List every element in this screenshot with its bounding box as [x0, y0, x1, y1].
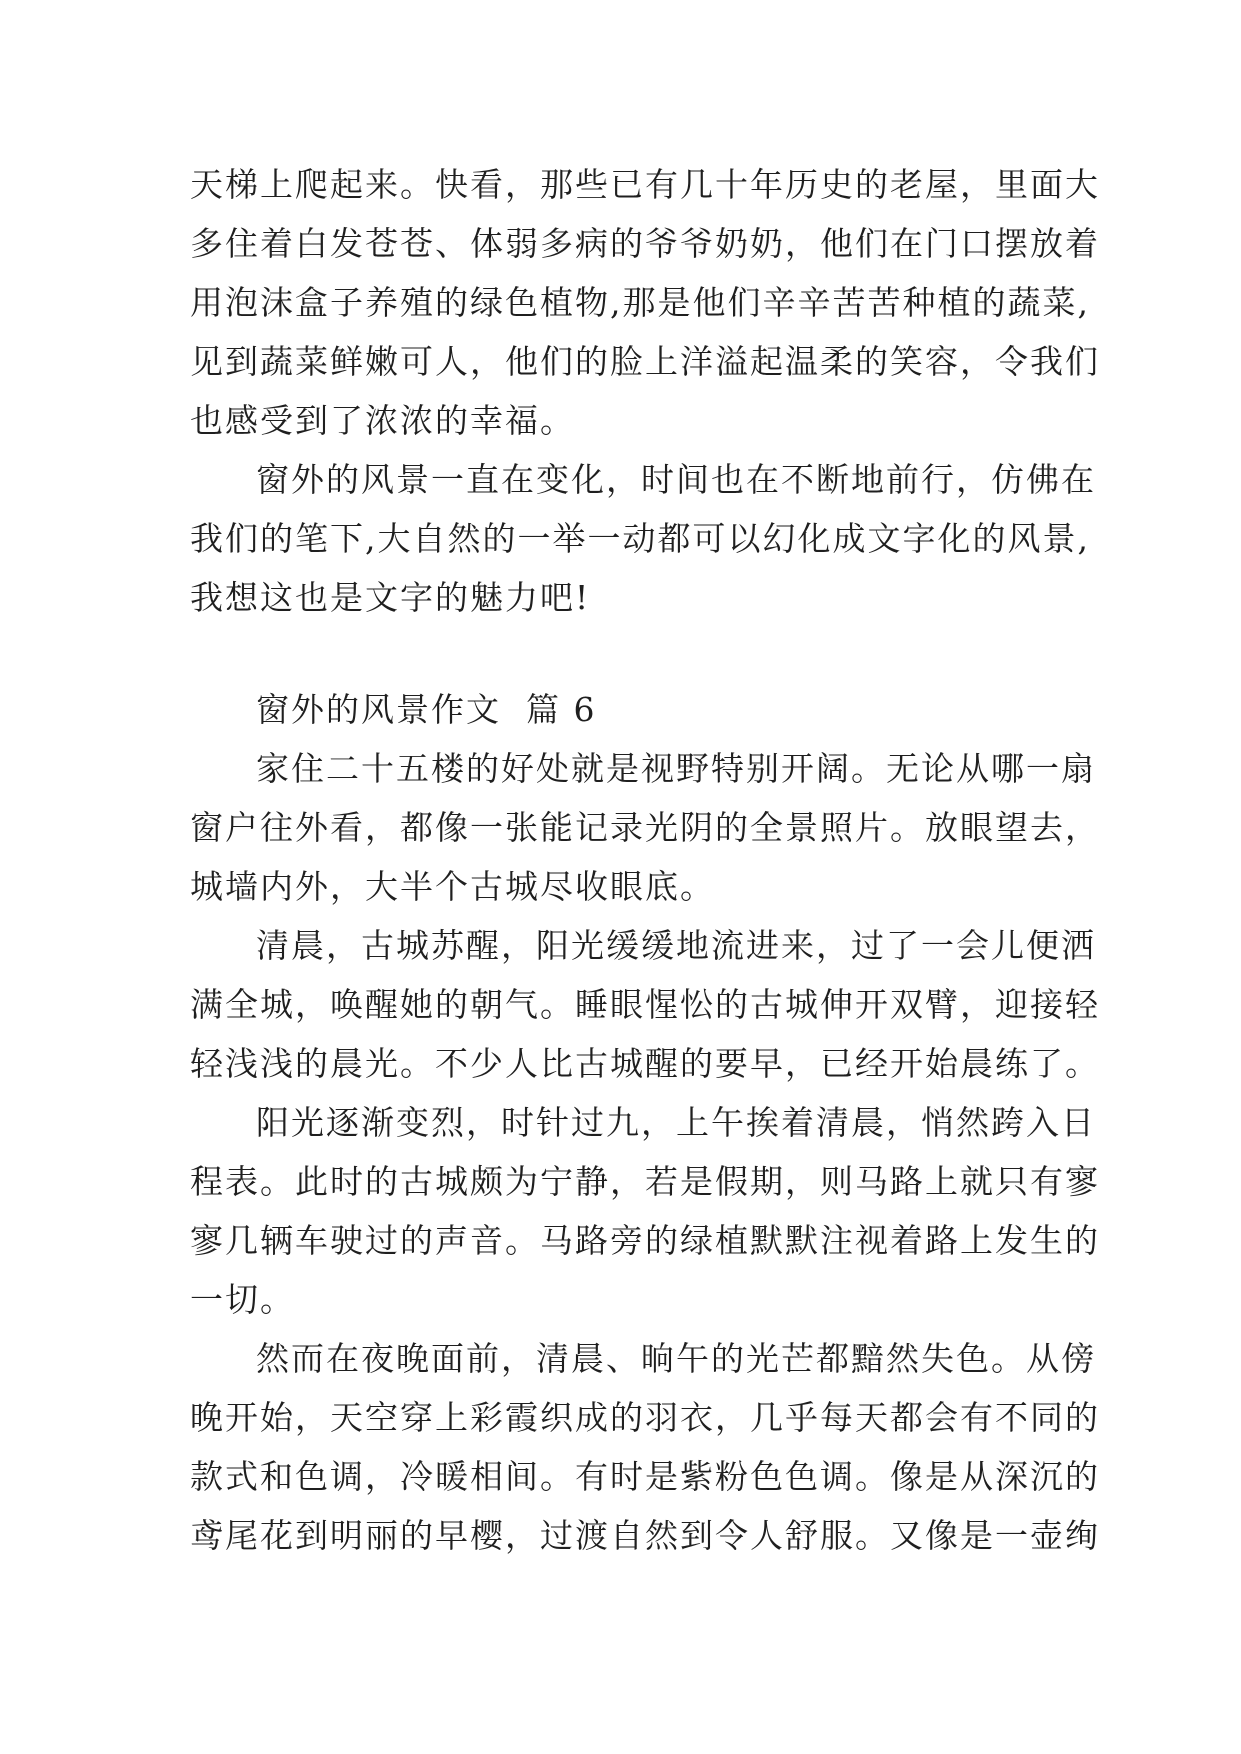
text-line: 程表。此时的古城颇为宁静，若是假期，则马路上就只有寥 — [190, 1162, 1100, 1201]
paragraph — [190, 916, 1100, 1093]
upper-text-block — [190, 155, 1100, 627]
section-title: 窗外的风景作文 篇 6 — [256, 690, 597, 729]
paragraph-closing — [190, 450, 1096, 627]
text-line: 然而在夜晚面前，清晨、晌午的光芒都黯然失色。从傍 — [256, 1339, 1096, 1378]
text-line: 我们的笔下,大自然的一举一动都可以幻化成文字化的风景, — [190, 519, 1090, 558]
paragraph — [190, 1093, 1100, 1329]
section-text-block — [190, 680, 1100, 1565]
text-line: 轻浅浅的晨光。不少人比古城醒的要早，已经开始晨练了。 — [190, 1044, 1100, 1083]
text-line: 款式和色调，冷暖相间。有时是紫粉色色调。像是从深沉的 — [190, 1457, 1100, 1496]
text-line: 满全城，唤醒她的朝气。睡眼惺忪的古城伸开双臂，迎接轻 — [190, 985, 1100, 1024]
paragraph — [190, 1329, 1100, 1565]
text-line: 我想这也是文字的魅力吧! — [190, 578, 591, 617]
text-line: 清晨，古城苏醒，阳光缓缓地流进来，过了一会儿便洒 — [256, 926, 1096, 965]
paragraph-continuation — [190, 155, 1100, 450]
text-line: 窗外的风景一直在变化，时间也在不断地前行，仿佛在 — [256, 460, 1096, 499]
text-line: 多住着白发苍苍、体弱多病的爷爷奶奶，他们在门口摆放着 — [190, 224, 1100, 263]
text-line: 用泡沫盒子养殖的绿色植物,那是他们辛辛苦苦种植的蔬菜, — [190, 283, 1090, 322]
text-line: 家住二十五楼的好处就是视野特别开阔。无论从哪一扇 — [256, 749, 1096, 788]
paragraph — [190, 739, 1100, 916]
text-line: 一切。 — [190, 1280, 295, 1319]
text-line: 阳光逐渐变烈，时针过九，上午挨着清晨，悄然跨入日 — [256, 1103, 1096, 1142]
text-line: 见到蔬菜鲜嫩可人，他们的脸上洋溢起温柔的笑容，令我们 — [190, 342, 1100, 381]
text-line: 晚开始，天空穿上彩霞织成的羽衣，几乎每天都会有不同的 — [190, 1398, 1100, 1437]
text-line: 天梯上爬起来。快看，那些已有几十年历史的老屋，里面大 — [190, 165, 1100, 204]
text-line: 寥几辆车驶过的声音。马路旁的绿植默默注视着路上发生的 — [190, 1221, 1100, 1260]
text-line: 鸢尾花到明丽的早樱，过渡自然到令人舒服。又像是一壶绚 — [190, 1516, 1100, 1555]
text-line: 也感受到了浓浓的幸福。 — [190, 401, 575, 440]
text-line: 城墙内外，大半个古城尽收眼底。 — [190, 867, 715, 906]
text-line: 窗户往外看，都像一张能记录光阴的全景照片。放眼望去， — [190, 808, 1100, 847]
